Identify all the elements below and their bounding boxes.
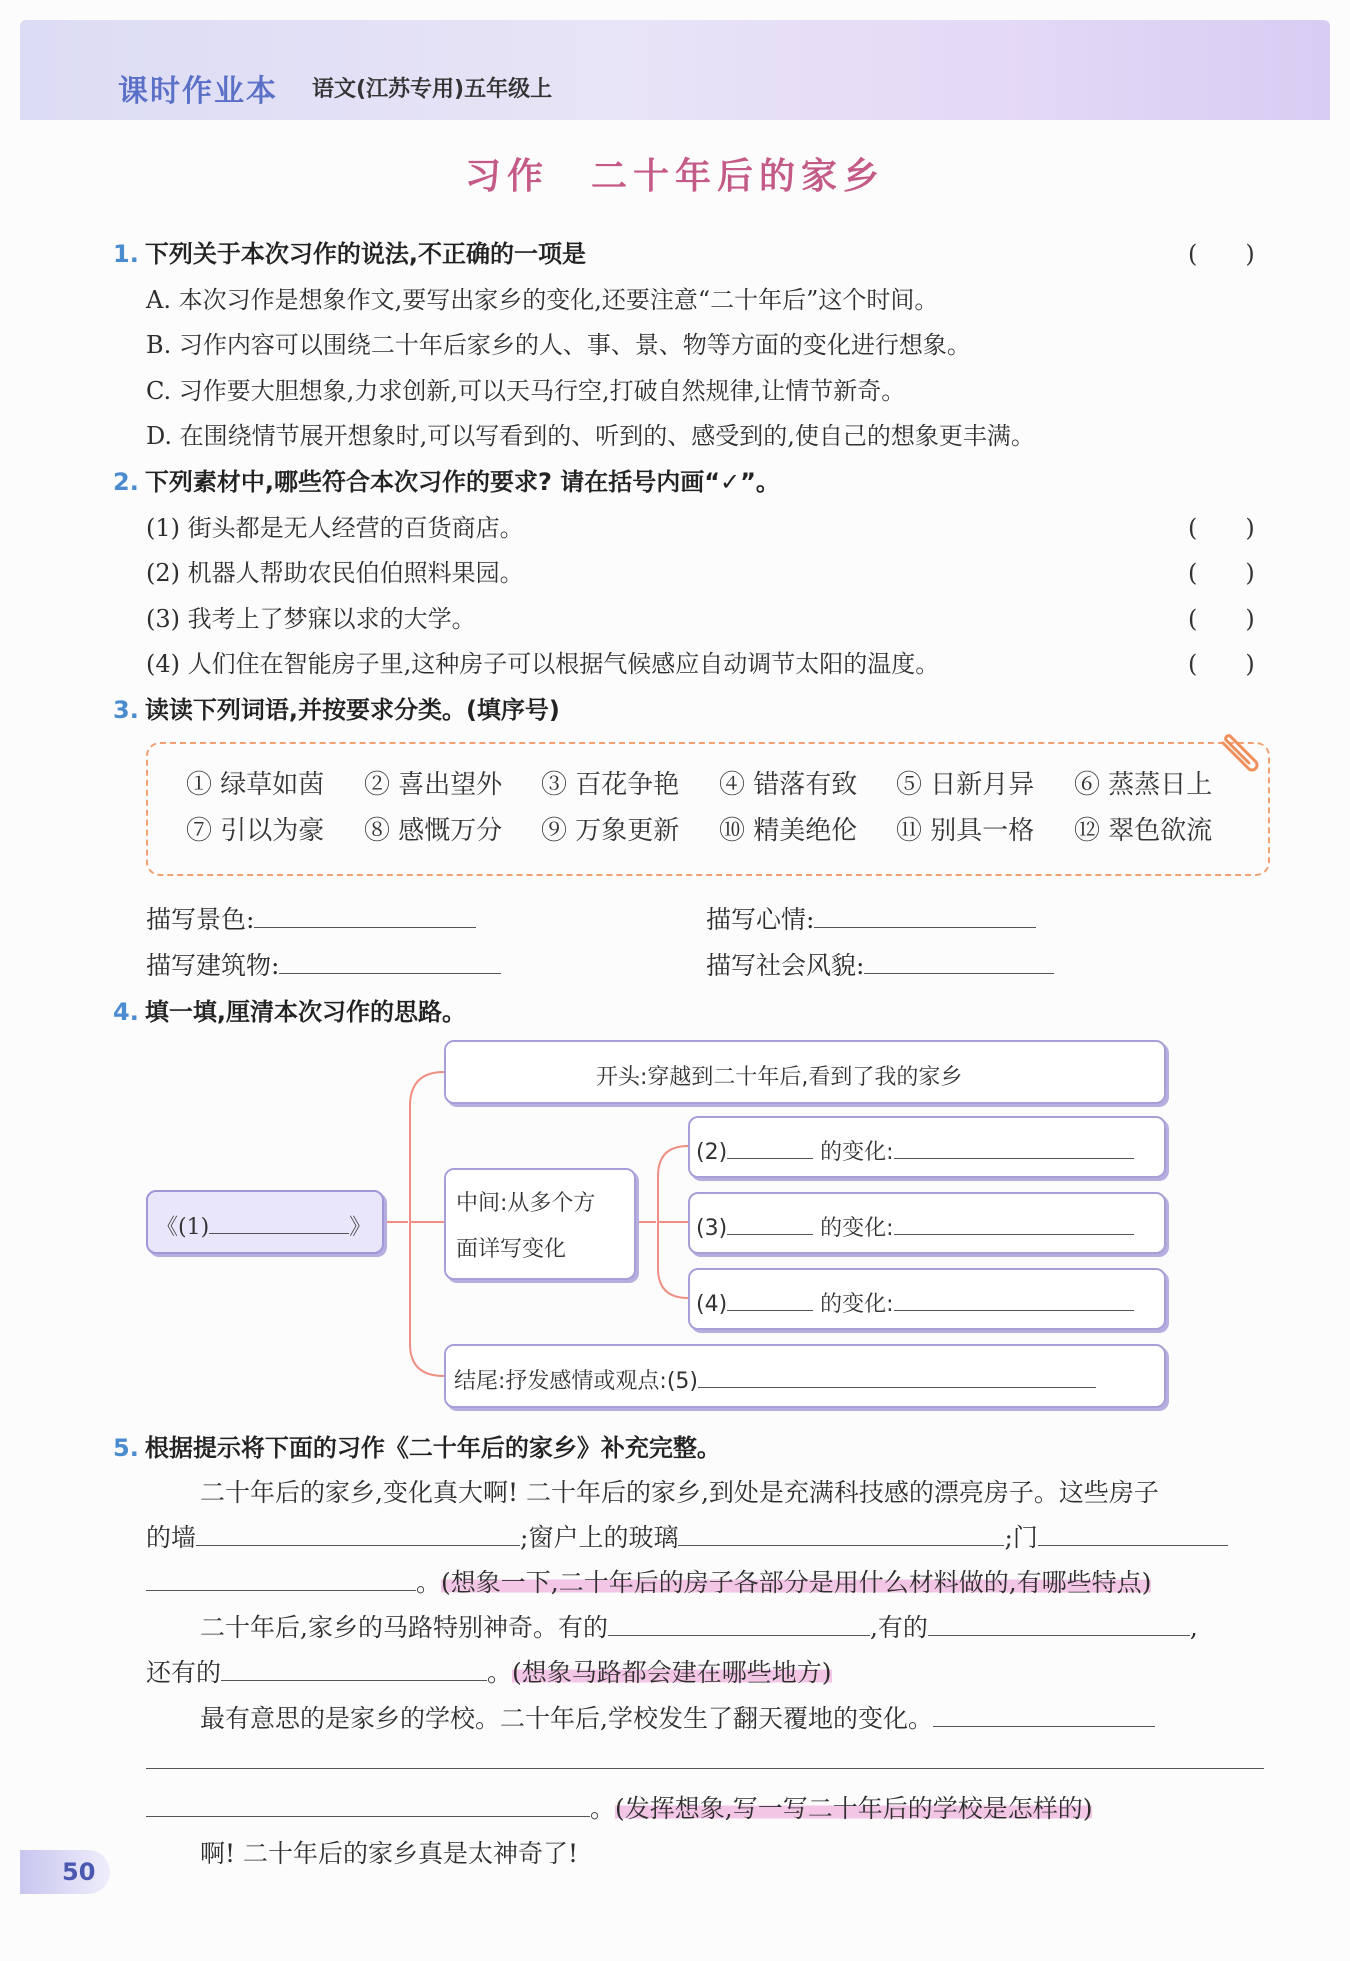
field-label: 描写建筑物: <box>146 951 280 980</box>
essay-line <box>200 1699 1155 1735</box>
answer-blank[interactable] <box>894 1138 1134 1159</box>
essay-text: 最有意思的是家乡的学校。二十年后,学校发生了翻天覆地的变化。 <box>200 1704 933 1733</box>
page-title: 习作 二十年后的家乡 <box>464 156 885 197</box>
answer-blank[interactable] <box>933 1702 1155 1727</box>
word-item: ③ 百花争艳 <box>541 770 680 800</box>
essay-line <box>146 1563 1151 1599</box>
answer-blank[interactable] <box>196 1521 520 1546</box>
material-item: (1) 街头都是无人经营的百货商店。 <box>146 514 524 542</box>
word-item: ② 喜出望外 <box>364 770 503 800</box>
answer-blank[interactable] <box>698 1367 1096 1388</box>
essay-text: 还有的 <box>146 1658 222 1687</box>
option-c: C. 习作要大胆想象,力求创新,可以天马行空,打破自然规律,让情节新奇。 <box>146 377 906 405</box>
change-label: 的变化: <box>820 1292 894 1317</box>
word-item: ⑧ 感慨万分 <box>364 816 503 846</box>
subject-label: 语文(江苏专用)五年级上 <box>312 77 553 102</box>
field-label: 描写景色: <box>146 905 255 934</box>
ending-box <box>444 1344 1166 1408</box>
answer-blank[interactable] <box>727 1138 813 1159</box>
change-number: (2) <box>696 1140 728 1165</box>
word-item: ⑫ 翠色欲流 <box>1074 816 1213 846</box>
essay-line <box>146 1653 832 1689</box>
word-item: ⑥ 蒸蒸日上 <box>1074 770 1213 800</box>
essay-text: ;门 <box>1004 1523 1038 1552</box>
answer-blank[interactable] <box>727 1214 813 1235</box>
question-number: 3. <box>113 696 139 724</box>
answer-paren-q1[interactable]: ( ) <box>1188 240 1255 268</box>
essay-line: 二十年后的家乡,变化真大啊! 二十年后的家乡,到处是充满科技感的漂亮房子。这些房子 <box>200 1478 1159 1507</box>
essay-text: 。 <box>416 1568 442 1597</box>
answer-blank[interactable] <box>221 1656 487 1681</box>
answer-blank[interactable] <box>678 1521 1004 1546</box>
change-number: (4) <box>696 1292 728 1317</box>
essay-text: 。 <box>487 1658 513 1687</box>
word-item: ⑦ 引以为豪 <box>186 816 325 846</box>
essay-line <box>146 1518 1228 1554</box>
hint-text: (想象一下,二十年后的房子各部分是用什么材料做的,有哪些特点) <box>441 1568 1152 1597</box>
option-a: A. 本次习作是想象作文,要写出家乡的变化,还要注意“二十年后”这个时间。 <box>146 286 939 314</box>
answer-blank[interactable] <box>1038 1521 1228 1546</box>
change-box-4 <box>688 1268 1166 1330</box>
answer-blank[interactable] <box>146 1792 590 1817</box>
word-item: ⑨ 万象更新 <box>541 816 680 846</box>
essay-title-box <box>146 1190 384 1254</box>
question-text: 下列关于本次习作的说法,不正确的一项是 <box>144 240 586 268</box>
answer-blank[interactable] <box>209 1211 349 1234</box>
essay-text: ,有的 <box>869 1613 928 1642</box>
essay-line <box>146 1789 1092 1825</box>
title-suffix: 》 <box>349 1215 372 1240</box>
word-item: ⑩ 精美绝伦 <box>719 816 858 846</box>
question-text: 读读下列词语,并按要求分类。(填序号) <box>144 696 560 724</box>
hint-text: (想象马路都会建在哪些地方) <box>512 1658 832 1687</box>
change-box-3 <box>688 1192 1166 1254</box>
answer-blank[interactable] <box>608 1611 870 1636</box>
change-label: 的变化: <box>820 1140 894 1165</box>
middle-box <box>444 1168 636 1280</box>
essay-line: 啊! 二十年后的家乡真是太神奇了! <box>200 1839 579 1868</box>
material-item: (2) 机器人帮助农民伯伯照料果园。 <box>146 559 524 587</box>
word-item: ④ 错落有致 <box>719 770 858 800</box>
answer-blank[interactable] <box>894 1290 1134 1311</box>
material-item: (3) 我考上了梦寐以求的大学。 <box>146 605 476 633</box>
question-number: 2. <box>113 468 139 496</box>
question-number: 4. <box>113 998 139 1026</box>
essay-text: ;窗户上的玻璃 <box>520 1523 679 1552</box>
option-d: D. 在围绕情节展开想象时,可以写看到的、听到的、感受到的,使自己的想象更丰满。 <box>146 422 1035 450</box>
material-item: (4) 人们住在智能房子里,这种房子可以根据气候感应自动调节太阳的温度。 <box>146 650 940 678</box>
option-b: B. 习作内容可以围绕二十年后家乡的人、事、景、物等方面的变化进行想象。 <box>146 331 971 359</box>
answer-blank[interactable] <box>928 1611 1190 1636</box>
answer-blank[interactable] <box>727 1290 813 1311</box>
field-label: 描写社会风貌: <box>706 951 865 980</box>
essay-line <box>146 1744 1264 1775</box>
word-item: ① 绿草如茵 <box>186 770 325 800</box>
title-prefix: 《(1) <box>156 1215 210 1240</box>
answer-paren[interactable]: ( ) <box>1188 514 1255 542</box>
word-item: ⑤ 日新月异 <box>896 770 1035 800</box>
hint-text: (发挥想象,写一写二十年后的学校是怎样的) <box>615 1794 1093 1823</box>
answer-blank[interactable] <box>894 1214 1134 1235</box>
essay-line <box>200 1608 1198 1644</box>
answer-blank[interactable] <box>146 1744 1264 1769</box>
field-label: 描写心情: <box>706 905 815 934</box>
question-text: 根据提示将下面的习作《二十年后的家乡》补充完整。 <box>144 1434 721 1462</box>
change-box-2 <box>688 1116 1166 1178</box>
essay-text: 二十年后,家乡的马路特别神奇。有的 <box>200 1613 608 1642</box>
answer-blank[interactable] <box>146 1566 416 1591</box>
essay-text: , <box>1189 1613 1198 1642</box>
essay-text: 。 <box>590 1794 616 1823</box>
ending-text: 结尾:抒发感情或观点:(5) <box>454 1369 698 1394</box>
essay-text: 的墙 <box>146 1523 197 1552</box>
middle-text-line1: 中间:从多个方 <box>456 1191 596 1216</box>
opening-text: 开头:穿越到二十年后,看到了我的家乡 <box>596 1065 963 1090</box>
middle-text-line2: 面详写变化 <box>456 1237 567 1262</box>
word-item: ⑪ 别具一格 <box>896 816 1035 846</box>
brand-title: 课时作业本 <box>118 74 278 109</box>
question-number: 1. <box>113 240 139 268</box>
change-label: 的变化: <box>820 1216 894 1241</box>
opening-box <box>444 1040 1166 1104</box>
question-text: 填一填,厘清本次习作的思路。 <box>144 998 466 1026</box>
question-number: 5. <box>113 1434 139 1462</box>
page-number: 50 <box>20 1850 110 1894</box>
answer-paren[interactable]: ( ) <box>1188 650 1255 678</box>
answer-paren[interactable]: ( ) <box>1188 559 1255 587</box>
question-text: 下列素材中,哪些符合本次习作的要求? 请在括号内画“✓”。 <box>144 468 780 496</box>
question-5 <box>113 1428 721 1463</box>
change-number: (3) <box>696 1216 728 1241</box>
answer-paren[interactable]: ( ) <box>1188 605 1255 633</box>
